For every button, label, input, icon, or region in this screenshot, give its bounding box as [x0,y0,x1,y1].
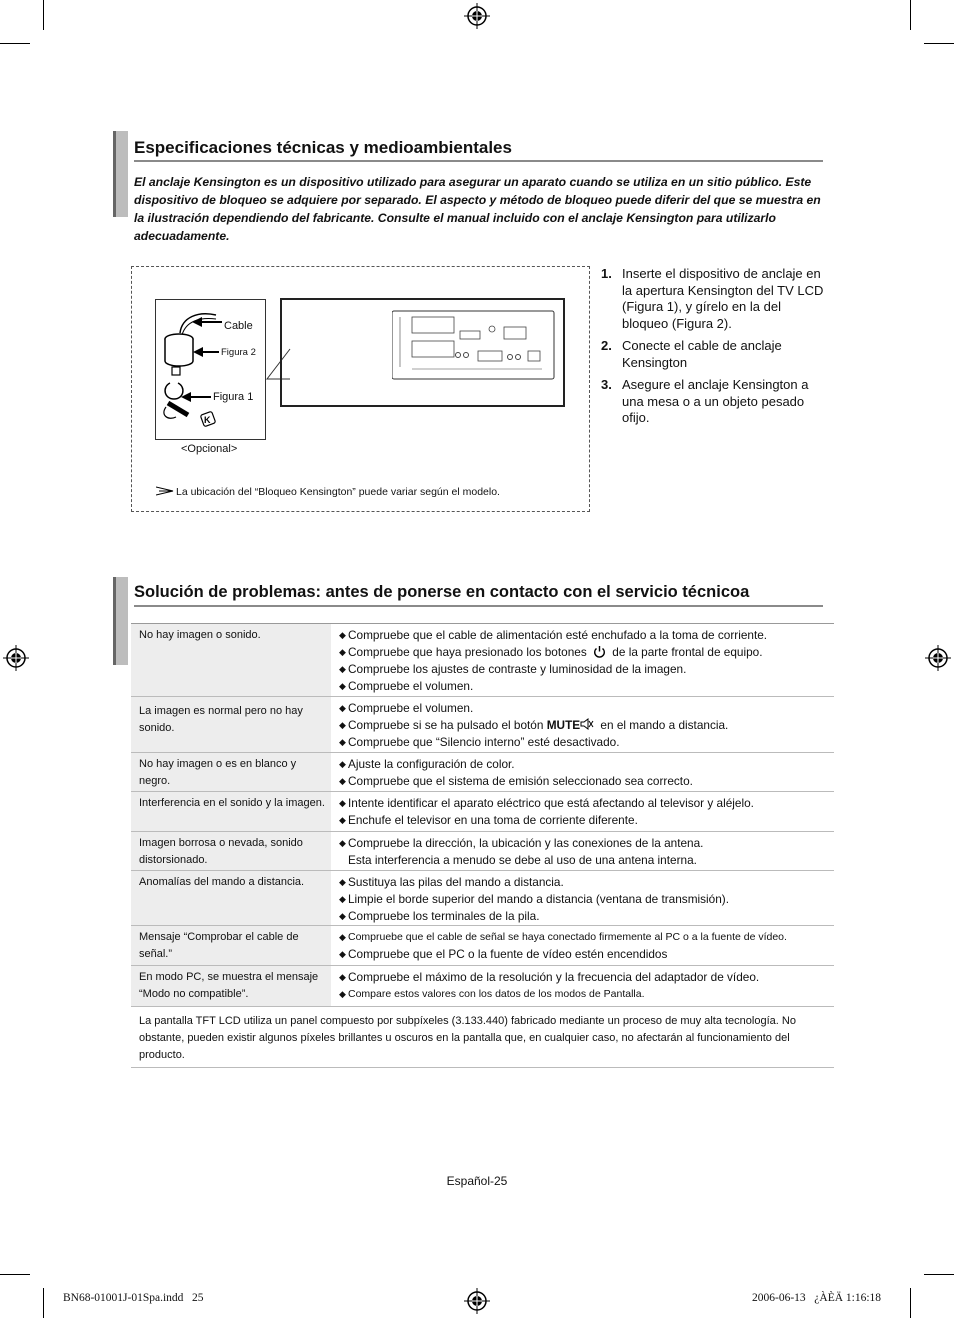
table-row [131,966,834,1007]
registration-mark-icon [464,3,490,29]
label-cable: Cable [224,320,253,332]
table-footnote: La pantalla TFT LCD utiliza un panel compuesto por subpíxeles (3.133.440) fabricado mediante un proceso de muy alta tecnología. No obstante, pueden existir algunos píxeles brillantes u oscuros en la pantalla que, en cualquier caso, no afectarán al funcionamiento del producto. [131,1007,834,1068]
arrow-icon [192,316,222,328]
table-row [131,624,834,697]
list-item: ◆ Compruebe el volumen. [339,701,474,715]
solution-cell [331,624,834,696]
section-title: Especificaciones técnicas y medioambientales [134,138,512,157]
problem-cell: No hay imagen o es en blanco y negro. [131,753,331,791]
crop-mark [0,43,30,44]
intro-paragraph: El anclaje Kensington es un dispositivo utilizado para asegurar un aparato cuando se utiliza en un sitio público. Este dispositivo de bloqueo se adquiere por separado. El aspecto y método de bloqueo puede diferir del que se muestra en la ilustración dependiendo del fabricante. Consulte el manual incluido con el anclaje Kensington para utilizarlo adecuadamente. [134,175,821,243]
label-figura-2: Figura 2 [221,347,256,358]
list-item: ◆ Compare estos valores con los datos de los modos de Pantalla. [339,988,645,1000]
step-number: 1. [601,266,612,281]
solution-cell [331,871,834,925]
power-icon [593,645,606,658]
slug-left: BN68-01001J-01Spa.indd 25 [63,1292,204,1304]
step-item [601,377,826,427]
table-row [131,832,834,871]
arrow-icon [193,346,219,358]
crop-mark [0,1274,30,1275]
table-row [131,871,834,926]
list-item: ◆ Sustituya las pilas del mando a distancia. [339,875,564,889]
crop-mark [924,1274,954,1275]
problem-cell: Anomalías del mando a distancia. [131,871,331,925]
section-rule [134,160,823,162]
arrow-icon [181,391,211,403]
registration-mark-icon [464,1288,490,1314]
step-item [601,338,826,371]
list-item: ◆ Compruebe que “Silencio interno” esté desactivado. [339,735,620,749]
list-item: ◆ Limpie el borde superior del mando a distancia (ventana de transmisión). [339,892,729,906]
troubleshooting-table [131,623,834,1068]
step-text: Asegure el anclaje Kensington a una mesa o a un objeto pesado ofijo. [622,377,809,425]
list-item: ◆ Compruebe los ajustes de contraste y luminosidad de la imagen. [339,662,687,676]
crop-mark [924,43,954,44]
figure-note: La ubicación del “Bloqueo Kensington” puede variar según el modelo. [176,486,500,498]
table-row [131,926,834,966]
step-item [601,266,826,332]
table-row [131,753,834,792]
installation-steps [601,266,826,433]
list-item: ◆ Compruebe los terminales de la pila. [339,909,540,923]
solution-cell [331,792,834,831]
section-title: Solución de problemas: antes de ponerse en contacto con el servicio técnicoa [134,583,750,601]
step-number: 2. [601,338,612,353]
problem-cell: Interferencia en el sonido y la imagen. [131,792,331,831]
list-item: ◆ Compruebe el máximo de la resolución y la frecuencia del adaptador de vídeo. [339,970,760,984]
step-text: Inserte el dispositivo de anclaje en la apertura Kensington del TV LCD (Figura 1), y gírelo en la del bloqueo (Figura 2). [622,266,824,331]
section-rule [134,605,823,607]
solution-cell [331,832,834,870]
solution-cell [331,753,834,791]
crop-mark [43,0,44,30]
problem-cell: La imagen es normal pero no hay sonido. [131,697,331,752]
list-item: ◆ Compruebe que haya presionado los botones de la parte frontal de equipo. [339,645,763,659]
list-item: ◆ Compruebe la dirección, la ubicación y las conexiones de la antena. [339,836,704,850]
crop-mark [910,0,911,30]
list-item: ◆ Compruebe si se ha pulsado el botón MUTE en el mando a distancia. [339,718,729,732]
section-marker [113,577,128,665]
solution-cell [331,926,834,965]
list-item: ◆ Ajuste la configuración de color. [339,757,515,771]
page-number: Español-25 [446,1174,508,1188]
crop-mark [43,1288,44,1318]
label-optional: <Opcional> [181,443,238,455]
list-item: ◆ Enchufe el televisor en una toma de corriente diferente. [339,813,638,827]
mute-icon [580,718,594,730]
list-item: ◆ Compruebe que el sistema de emisión seleccionado sea correcto. [339,774,693,788]
crop-mark [910,1288,911,1318]
registration-mark-icon [3,645,29,671]
list-item: ◆ Compruebe el volumen. [339,679,474,693]
problem-cell: Imagen borrosa o nevada, sonido distorsionado. [131,832,331,870]
note-arrow-icon [156,486,174,496]
kensington-figure [131,266,590,512]
table-row [131,792,834,832]
list-item-continuation: Esta interferencia a menudo se debe al uso de una antena interna. [348,853,697,867]
connector-panel-icon [392,307,556,381]
registration-mark-icon [925,645,951,671]
label-figura-1: Figura 1 [213,391,254,403]
list-item: ◆ Compruebe que el cable de alimentación esté enchufado a la toma de corriente. [339,628,768,642]
section-marker [113,131,128,217]
solution-cell [331,966,834,1006]
svg-text:K: K [204,415,211,425]
mute-label: MUTE [546,718,581,732]
slug-right: 2006-06-13 ¿ÀÈÄ 1:16:18 [752,1292,882,1304]
problem-cell: No hay imagen o sonido. [131,624,331,696]
step-number: 3. [601,377,612,392]
table-row [131,697,834,753]
list-item: ◆ Compruebe que el cable de señal se haya conectado firmemente al PC o a la fuente de vídeo. [339,931,787,943]
solution-cell [331,697,834,752]
list-item: ◆ Intente identificar el aparato eléctrico que está afectando al televisor y aléjelo. [339,796,754,810]
problem-cell: Mensaje “Comprobar el cable de señal.” [131,926,331,965]
problem-cell: En modo PC, se muestra el mensaje “Modo no compatible”. [131,966,331,1006]
step-text: Conecte el cable de anclaje Kensington [622,338,782,370]
list-item: ◆ Compruebe que el PC o la fuente de vídeo estén encendidos [339,947,668,961]
